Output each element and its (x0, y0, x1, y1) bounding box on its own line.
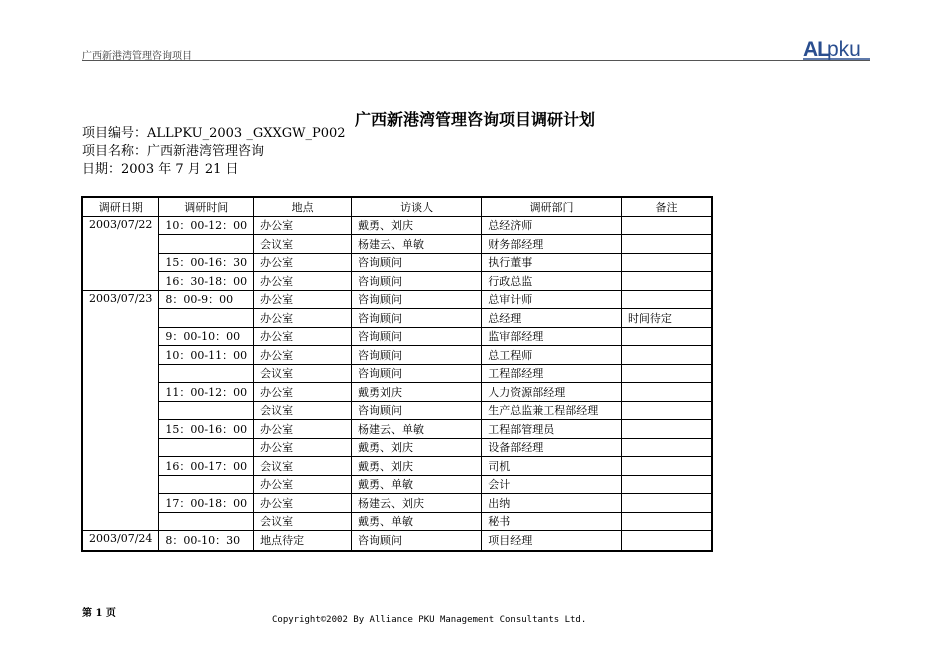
cell-department: 项目经理 (482, 531, 622, 551)
cell-interviewer: 咨询顾问 (352, 346, 482, 365)
cell-location: 办公室 (254, 290, 352, 309)
table-row (82, 438, 712, 457)
table-row (82, 364, 712, 383)
cell-remarks (621, 438, 712, 457)
table-row (82, 253, 712, 272)
table-row (82, 346, 712, 365)
header-divider (82, 60, 870, 61)
table-row (82, 235, 712, 254)
cell-department: 工程部管理员 (482, 420, 622, 439)
project-name: 项目名称：广西新港湾管理咨询 (82, 144, 265, 159)
table-row (82, 512, 712, 531)
cell-department: 出纳 (482, 494, 622, 513)
cell-department: 生产总监兼工程部经理 (482, 401, 622, 420)
header-title: 广西新港湾管理咨询项目 (82, 51, 192, 62)
cell-location: 办公室 (254, 216, 352, 235)
cell-time (159, 235, 254, 254)
cell-time: 10：00-12：00 (159, 216, 254, 235)
cell-interviewer: 杨建云、单敏 (352, 235, 482, 254)
cell-remarks (621, 475, 712, 494)
document-title: 广西新港湾管理咨询项目调研计划 (354, 110, 595, 129)
cell-time: 9：00-10：00 (159, 327, 254, 346)
table-row (82, 401, 712, 420)
research-schedule-table (81, 196, 713, 552)
table-row (82, 327, 712, 346)
cell-time: 15：00-16：00 (159, 420, 254, 439)
cell-remarks (621, 346, 712, 365)
cell-remarks (621, 401, 712, 420)
cell-interviewer: 咨询顾问 (352, 327, 482, 346)
header-department: 调研部门 (482, 197, 622, 216)
cell-time: 16：00-17：00 (159, 457, 254, 476)
header-time: 调研时间 (159, 197, 254, 216)
cell-remarks (621, 457, 712, 476)
cell-location: 办公室 (254, 272, 352, 291)
cell-time: 11：00-12：00 (159, 383, 254, 402)
cell-remarks (621, 235, 712, 254)
cell-department: 总经济师 (482, 216, 622, 235)
cell-location: 办公室 (254, 253, 352, 272)
table-header-row (82, 197, 712, 216)
cell-location: 办公室 (254, 420, 352, 439)
svg-text:pku: pku (827, 38, 861, 60)
cell-date: 2003/07/24 (82, 531, 159, 551)
cell-interviewer: 戴勇刘庆 (352, 383, 482, 402)
cell-time (159, 364, 254, 383)
cell-location: 办公室 (254, 438, 352, 457)
table-row (82, 290, 712, 309)
table-row (82, 420, 712, 439)
cell-interviewer: 咨询顾问 (352, 290, 482, 309)
cell-department: 总工程师 (482, 346, 622, 365)
cell-location: 办公室 (254, 383, 352, 402)
company-logo (803, 36, 873, 60)
cell-interviewer: 咨询顾问 (352, 531, 482, 551)
cell-location: 会议室 (254, 401, 352, 420)
cell-department: 秘书 (482, 512, 622, 531)
cell-department: 行政总监 (482, 272, 622, 291)
cell-time: 8：00-9：00 (159, 290, 254, 309)
table-row (82, 272, 712, 291)
cell-time (159, 438, 254, 457)
cell-department: 人力资源部经理 (482, 383, 622, 402)
cell-remarks (621, 531, 712, 551)
project-number: 项目编号：ALLPKU_2003 _GXXGW_P002 (82, 126, 346, 141)
page-number: 第 1 页 (82, 608, 116, 619)
cell-interviewer: 咨询顾问 (352, 364, 482, 383)
cell-remarks (621, 216, 712, 235)
cell-interviewer: 咨询顾问 (352, 401, 482, 420)
copyright: Copyright©2002 By Alliance PKU Management Consultants Ltd. (272, 615, 587, 625)
cell-location: 会议室 (254, 235, 352, 254)
cell-location: 会议室 (254, 512, 352, 531)
cell-department: 会计 (482, 475, 622, 494)
cell-interviewer: 戴勇、刘庆 (352, 216, 482, 235)
cell-remarks (621, 290, 712, 309)
header-location: 地点 (254, 197, 352, 216)
cell-remarks (621, 512, 712, 531)
cell-location: 地点待定 (254, 531, 352, 551)
cell-remarks (621, 494, 712, 513)
cell-department: 财务部经理 (482, 235, 622, 254)
cell-time (159, 401, 254, 420)
cell-interviewer: 戴勇、单敏 (352, 512, 482, 531)
cell-time (159, 475, 254, 494)
cell-time: 10：00-11：00 (159, 346, 254, 365)
cell-interviewer: 咨询顾问 (352, 309, 482, 328)
cell-interviewer: 咨询顾问 (352, 272, 482, 291)
cell-department: 设备部经理 (482, 438, 622, 457)
table-row (82, 494, 712, 513)
cell-interviewer: 戴勇、刘庆 (352, 457, 482, 476)
table-row (82, 475, 712, 494)
cell-interviewer: 杨建云、单敏 (352, 420, 482, 439)
cell-department: 司机 (482, 457, 622, 476)
cell-remarks (621, 253, 712, 272)
cell-interviewer: 杨建云、刘庆 (352, 494, 482, 513)
cell-department: 执行董事 (482, 253, 622, 272)
table-row (82, 309, 712, 328)
cell-remarks: 时间待定 (621, 309, 712, 328)
header-interviewer: 访谈人 (352, 197, 482, 216)
cell-location: 办公室 (254, 494, 352, 513)
cell-date: 2003/07/22 (82, 216, 159, 290)
cell-interviewer: 戴勇、刘庆 (352, 438, 482, 457)
cell-location: 办公室 (254, 309, 352, 328)
cell-location: 会议室 (254, 457, 352, 476)
document-date: 日期：2003 年 7 月 21 日 (82, 162, 239, 177)
cell-location: 办公室 (254, 327, 352, 346)
cell-time (159, 512, 254, 531)
cell-time: 17：00-18：00 (159, 494, 254, 513)
cell-remarks (621, 420, 712, 439)
cell-department: 工程部经理 (482, 364, 622, 383)
header-remarks: 备注 (621, 197, 712, 216)
cell-remarks (621, 383, 712, 402)
table-row (82, 383, 712, 402)
cell-remarks (621, 327, 712, 346)
table-row (82, 457, 712, 476)
header-date: 调研日期 (82, 197, 159, 216)
cell-department: 总经理 (482, 309, 622, 328)
cell-date: 2003/07/23 (82, 290, 159, 531)
cell-location: 办公室 (254, 346, 352, 365)
cell-department: 总审计师 (482, 290, 622, 309)
cell-time: 8：00-10：30 (159, 531, 254, 551)
cell-department: 监审部经理 (482, 327, 622, 346)
cell-time: 16：30-18：00 (159, 272, 254, 291)
svg-text:AL: AL (803, 38, 829, 60)
cell-remarks (621, 364, 712, 383)
cell-interviewer: 咨询顾问 (352, 253, 482, 272)
table-row (82, 216, 712, 235)
cell-location: 办公室 (254, 475, 352, 494)
cell-interviewer: 戴勇、单敏 (352, 475, 482, 494)
table-row (82, 531, 712, 551)
cell-remarks (621, 272, 712, 291)
cell-time (159, 309, 254, 328)
cell-location: 会议室 (254, 364, 352, 383)
cell-time: 15：00-16：30 (159, 253, 254, 272)
